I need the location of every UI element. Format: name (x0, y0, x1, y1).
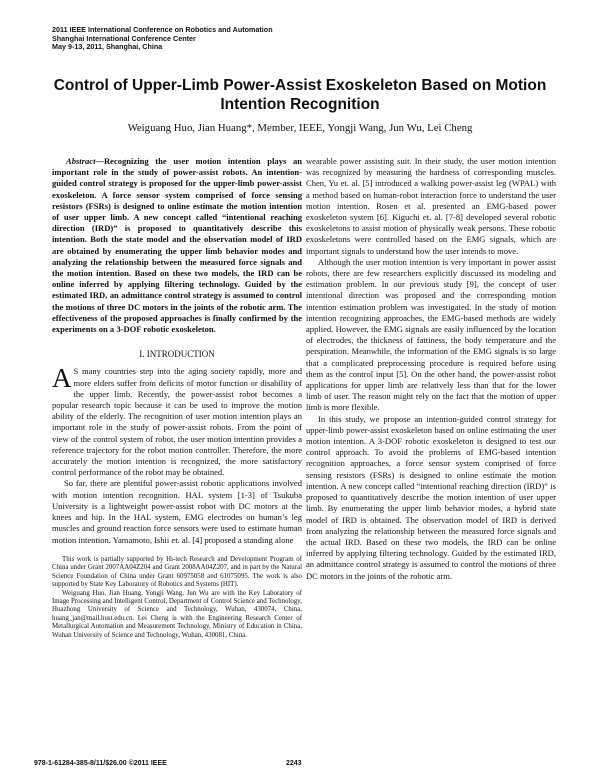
abstract-text: Recognizing the user motion intention plays an important role in the study of power-assist robots. An intention-guided control strategy is proposed for the upper-limb power-assist exoskeleton. A force sensor system comprised of force sensing resistors (FSRs) is designed to online estimate the motion intention of user upper limb. A new concept called “intentional reaching direction (IRD)” is proposed to quantitatively describe this intention. Both the state model and the observation model of IRD are obtained by enumerating the upper limb behavior modes and analyzing the relationship between the measured force signals and the motion intention. Based on these two models, the IRD can be online inferred by applying filtering technology. Guided by the estimated IRD, an admittance control strategy is assumed to control the motions of three DC motors in the joints of the robotic arm. The effectiveness of the proposed approaches is finally confirmed by the experiments on a 3-DOF robotic exoskeleton. (52, 156, 302, 335)
title-line-1: Control of Upper-Limb Power-Assist Exoskeleton Based on Motion (53, 77, 547, 94)
footnote-affiliations: Weiguang Huo, Jian Huang, Yongji Wang, Jun Wu are with the Key Laboratory of Image Processing and Intelligent Control, Department of Control Science and Technology, Huazhong University of Science and Technology, Wuhan, 430074, China, huang_jan@mail.hust.edu.cn. Lei Cheng is with the Engineering Research Center of Metallurgical Automation and Measurement Technology, Ministry of Education in China, Wuhan University of Science and Technology, Wuhan, 430081, China. (52, 589, 302, 639)
drop-cap: A (52, 363, 72, 394)
abstract (52, 156, 302, 335)
conference-venue: Shanghai International Conference Center (52, 33, 196, 43)
footnote (52, 556, 302, 640)
conference-header (52, 26, 273, 52)
conference-date: May 9-13, 2011, Shanghai, China (52, 42, 163, 52)
abstract-label: Abstract— (66, 156, 104, 166)
intro-paragraph-4: Although the user motion intention is very important in power assist robots, there are few researchers explicitly discussed its modeling and estimation problem. In our previous study [9], the concept of user intentional direction was proposed and the corresponding motion intention estimation problem was investigated. In the study of motion intention recognizing approaches, the EMG-based methods are widely applied. However, the EMG signals are easily influenced by the location of electrodes, the thickness of fattiness, the body temperature and the perspiration. Meanwhile, the information of the EMG signals is so large that a complicated preprocessing procedure is required before using them as the control input [5]. On the other hand, the power-assist robot applications for upper limb are relatively less than that for the lower limb of user. The reason might rely on the fact that the motion of upper limb is more flexible. (306, 256, 556, 413)
author-list: Weiguang Huo, Jian Huang*, Member, IEEE, Yongji Wang, Jun Wu, Lei Cheng (127, 122, 473, 134)
paper-title (40, 76, 560, 114)
title-line-2: Intention Recognition (220, 96, 380, 113)
left-column (52, 156, 302, 546)
intro-paragraph-1 (52, 363, 302, 478)
right-column (306, 156, 556, 582)
intro-paragraph-2: So far, there are plentiful power-assist robotic applications involved with motion intention recognition. HAL system [1-3] of Tsukuba University is a lightweight power-assist robot with DC motors at the knees and hip. In the HAL system, EMG electrodes on human’s leg muscles and ground reaction force sensors were used to estimate human motion intention. Yamamoto, Ishii et. al. [4] proposed a standing alone (52, 478, 302, 545)
page-number: 2243 (286, 760, 302, 767)
intro-paragraph-5: In this study, we propose an intention-guided control strategy for upper-limb power-assist exoskeleton based on online estimating the user motion intention. A 3-DOF robotic exoskeleton is designed to test our control approach. To avoid the problems of EMG-based intention recognition approaches, a force sensor system comprised of force sensing resistors (FSRs) is designed to online estimate the motion intention. A new concept called “intentional reaching direction (IRD)” is proposed to quantitatively describe the motion intention of user upper limb. By enumerating the upper limb behavior modes, a hybrid state model of IRD is obtained. The observation model of IRD is derived from analyzing the relationship between the measured force signals and the actual IRD. Based on these two models, the IRD can be online inferred by applying filtering technology. Guided by the estimated IRD, an admittance control strategy is assumed to control the motions of three DC motors in the joints of the robotic arm. (306, 413, 556, 581)
isbn-footer: 978-1-61284-385-8/11/$26.00 ©2011 IEEE (34, 760, 167, 767)
intro-paragraph-3: wearable power assisting suit. In their study, the user motion intention was recognized by measuring the hardness of corresponding muscles. Chen, Yu et. al. [5] introduced a walking power-assist leg (WPAL) with a method based on human-robot interaction force to understand the user motion intention. Rosen et al. presented an EMG-based power exoskeleton system [6]. Kiguchi et. al. [7-8] developed several robotic exoskeletons to assist motion of physically weak persons. These robotic exoskeletons were controlled based on the EMG signals, which are important signals to understand how the user intends to move. (306, 156, 556, 256)
intro-paragraph-1-text: S many countries step into the aging society rapidly, more and more elders suffer from deficits of motor function or disability of the upper limb. Recently, the power-assist robot becomes a popular research topic because it can be used to improve the motion ability of the elderly. The recognition of user motion intention plays an important role in the study of power-assist robots. From the point of view of the control system of robot, the user motion intention provides a reference trajectory for the robot motion controller. Therefore, the more accurately the motion intention is recognized, the more satisfactory control performance of the robot may be obtained. (52, 366, 302, 478)
footnote-funding: This work is partially supported by Hi-tech Research and Development Program of China under Grant 2007AA04Z204 and Grant 2008AA04Z207, and in part by the Natural Science Foundation of China under Grant 60975058 and 61075095. The work is also supported by State Key Laboratory of Robotics and Systems (HIT). (52, 556, 302, 589)
section-heading-introduction: I. INTRODUCTION (139, 349, 215, 360)
conference-name: 2011 IEEE International Conference on Robotics and Automation (52, 25, 273, 34)
